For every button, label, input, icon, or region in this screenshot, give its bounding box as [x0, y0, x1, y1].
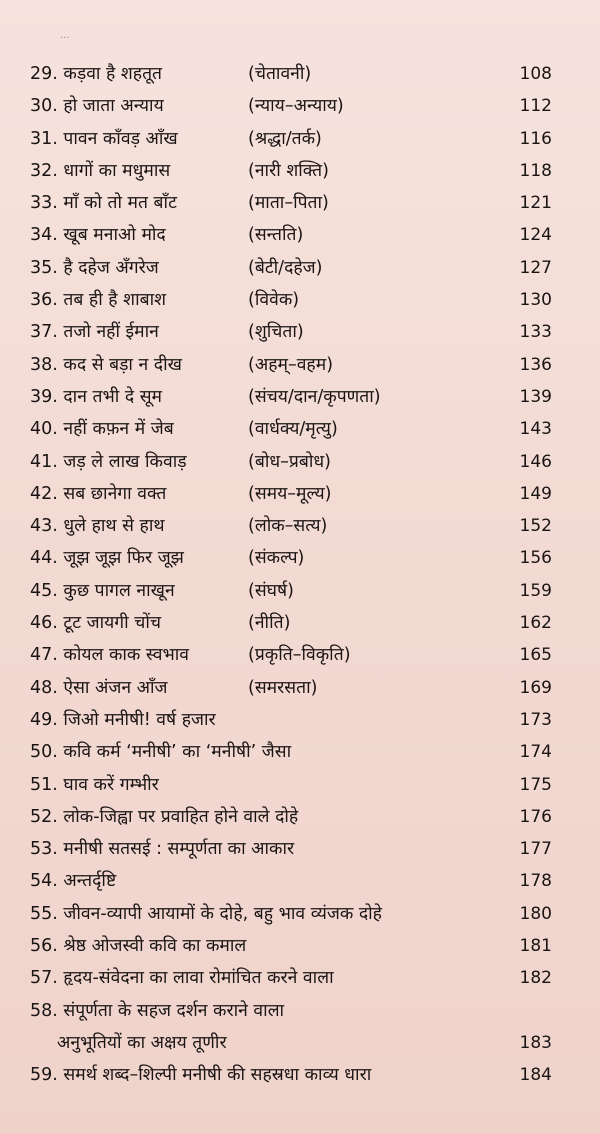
entry-title: 47. कोयल काक स्वभाव	[30, 645, 190, 666]
toc-entry	[30, 316, 552, 348]
entry-title: 41. जड़ ले लाख किवाड़	[30, 451, 187, 472]
entry-theme: (समय–मूल्य)	[248, 483, 332, 504]
entry-title: 44. जूझ जूझ फिर जूझ	[30, 548, 184, 569]
toc-entry	[30, 90, 552, 122]
entry-page-number: 118	[519, 160, 552, 181]
toc-entry	[30, 349, 552, 381]
entry-theme: (श्रद्धा/तर्क)	[248, 128, 322, 149]
entry-title: 54. अन्तर्दृष्टि	[30, 871, 117, 892]
toc-entry	[30, 381, 552, 413]
toc-entry	[30, 704, 552, 736]
entry-title: 33. माँ को तो मत बाँट	[30, 193, 177, 214]
toc-entry	[30, 995, 552, 1027]
entry-theme: (बेटी/दहेज)	[248, 257, 323, 278]
entry-theme: (संचय/दान/कृपणता)	[248, 386, 381, 407]
toc-entry	[30, 252, 552, 284]
entry-page-number: 162	[519, 613, 552, 634]
entry-title: 48. ऐसा अंजन आँज	[30, 677, 168, 698]
entry-page-number: 182	[519, 968, 552, 989]
entry-theme: (वार्धक्य/मृत्यु)	[248, 419, 338, 440]
entry-title: 57. हृदय-संवेदना का लावा रोमांचित करने वाला	[30, 968, 334, 989]
entry-title: 56. श्रेष्ठ ओजस्वी कवि का कमाल	[30, 936, 247, 957]
entry-title: 37. तजो नहीं ईमान	[30, 322, 159, 343]
entry-title: 59. समर्थ शब्द–शिल्पी मनीषी की सहस्रधा काव्य धारा	[30, 1065, 372, 1086]
toc-entry	[30, 219, 552, 251]
toc-entry	[30, 833, 552, 865]
entry-page-number: 136	[519, 354, 552, 375]
entry-page-number: 149	[519, 483, 552, 504]
entry-page-number: 121	[519, 193, 552, 214]
entry-theme: (न्याय–अन्याय)	[248, 96, 344, 117]
entry-page-number: 108	[519, 64, 552, 84]
entry-page-number: 112	[519, 96, 552, 117]
toc-entry	[30, 1027, 552, 1059]
entry-title: 29. कड़वा है शहतूत	[30, 64, 163, 84]
entry-title: 46. टूट जायगी चोंच	[30, 613, 161, 634]
toc-entry	[30, 801, 552, 833]
entry-page-number: 169	[519, 677, 552, 698]
entry-page-number: 159	[519, 580, 552, 601]
entry-title: 50. कवि कर्म ‘मनीषी’ का ‘मनीषी’ जैसा	[30, 742, 292, 763]
toc-entry	[30, 413, 552, 445]
entry-theme: (नारी शक्ति)	[248, 160, 329, 181]
toc-entry	[30, 155, 552, 187]
entry-page-number: 139	[519, 386, 552, 407]
entry-theme: (शुचिता)	[248, 322, 304, 343]
entry-title: 55. जीवन-व्यापी आयामों के दोहे, बहु भाव व्यंजक दोहे	[30, 903, 382, 924]
entry-title: 38. कद से बड़ा न दीख	[30, 354, 182, 375]
toc-entry	[30, 639, 552, 671]
entry-theme: (चेतावनी)	[248, 64, 312, 84]
entry-title: 36. तब ही है शाबाश	[30, 290, 167, 311]
entry-title: 30. हो जाता अन्याय	[30, 96, 164, 117]
entry-page-number: 184	[519, 1065, 552, 1086]
toc-entry	[30, 962, 552, 994]
entry-theme: (बोध–प्रबोध)	[248, 451, 331, 472]
entry-theme: (अहम्–वहम)	[248, 354, 334, 375]
entry-theme: (प्रकृति–विकृति)	[248, 645, 351, 666]
toc-entry	[30, 284, 552, 316]
entry-page-number: 130	[519, 290, 552, 311]
entry-theme: (समरसता)	[248, 677, 318, 698]
entry-page-number: 124	[519, 225, 552, 246]
toc-entry	[30, 607, 552, 639]
entry-title: 31. पावन काँवड़ आँख	[30, 128, 178, 149]
entry-page-number: 176	[519, 806, 552, 827]
toc-entry	[30, 187, 552, 219]
toc-entry	[30, 865, 552, 897]
entry-title: 43. धुले हाथ से हाथ	[30, 516, 165, 537]
toc-entry	[30, 575, 552, 607]
toc-entry	[30, 478, 552, 510]
entry-page-number: 178	[519, 871, 552, 892]
entry-page-number: 183	[519, 1032, 552, 1053]
entry-theme: (नीति)	[248, 613, 291, 634]
toc-entry	[30, 542, 552, 574]
entry-title: 51. घाव करें गम्भीर	[30, 774, 159, 795]
entry-title: 35. है दहेज अँगरेज	[30, 257, 159, 278]
entry-page-number: 180	[519, 903, 552, 924]
toc-entry	[30, 898, 552, 930]
toc-entry	[30, 1059, 552, 1091]
entry-title: 52. लोक-जिह्वा पर प्रवाहित होने वाले दोहे	[30, 806, 299, 827]
entry-theme: (माता–पिता)	[248, 193, 329, 214]
toc-entry	[30, 510, 552, 542]
entry-theme: (विवेक)	[248, 290, 300, 311]
table-of-contents	[30, 58, 552, 1092]
entry-title: 58. संपूर्णता के सहज दर्शन कराने वाला	[30, 1000, 285, 1021]
toc-entry	[30, 736, 552, 768]
toc-entry	[30, 769, 552, 801]
entry-page-number: 146	[519, 451, 552, 472]
entry-page-number: 181	[519, 936, 552, 957]
entry-title: 40. नहीं कफ़न में जेब	[30, 419, 174, 440]
entry-page-number: 156	[519, 548, 552, 569]
entry-page-number: 116	[519, 128, 552, 149]
toc-entry	[30, 123, 552, 155]
entry-title: 39. दान तभी दे सूम	[30, 386, 163, 407]
entry-title: अनुभूतियों का अक्षय तूणीर	[57, 1032, 227, 1053]
toc-entry	[30, 58, 552, 90]
entry-title: 49. जिओ मनीषी! वर्ष हजार	[30, 709, 216, 730]
entry-page-number: 127	[519, 257, 552, 278]
entry-title: 34. खूब मनाओ मोद	[30, 225, 166, 246]
entry-page-number: 175	[519, 774, 552, 795]
entry-title: 32. धागों का मधुमास	[30, 160, 171, 181]
entry-page-number: 165	[519, 645, 552, 666]
entry-title: 53. मनीषी सतसई : सम्पूर्णता का आकार	[30, 839, 295, 860]
entry-page-number: 152	[519, 516, 552, 537]
entry-theme: (सन्तति)	[248, 225, 304, 246]
entry-page-number: 173	[519, 709, 552, 730]
entry-theme: (संकल्प)	[248, 548, 305, 569]
entry-title: 42. सब छानेगा वक्त	[30, 483, 167, 504]
toc-entry	[30, 446, 552, 478]
entry-page-number: 133	[519, 322, 552, 343]
entry-page-number: 177	[519, 839, 552, 860]
entry-theme: (लोक–सत्य)	[248, 516, 328, 537]
entry-theme: (संघर्ष)	[248, 580, 294, 601]
entry-page-number: 174	[519, 742, 552, 763]
pencil-scribble: ...	[60, 30, 70, 41]
toc-entry	[30, 672, 552, 704]
entry-title: 45. कुछ पागल नाखून	[30, 580, 175, 601]
entry-page-number: 143	[519, 419, 552, 440]
toc-entry	[30, 930, 552, 962]
